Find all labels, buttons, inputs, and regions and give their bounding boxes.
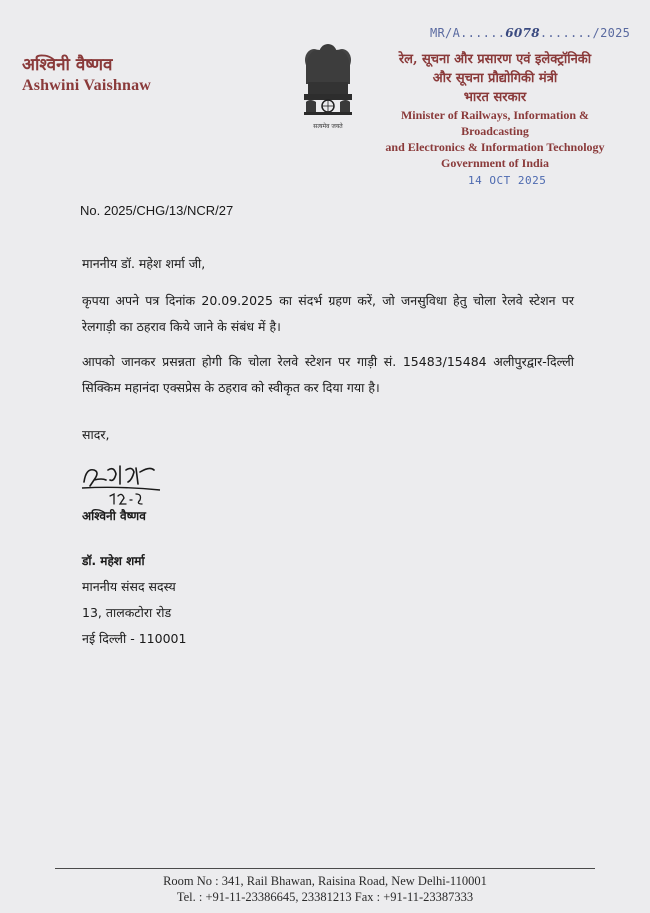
minister-name-hindi: अश्विनी वैष्णव — [22, 55, 113, 75]
addressee-address-line2: नई दिल्ली - 110001 — [82, 631, 187, 646]
national-emblem — [292, 38, 364, 138]
letter-reference-number: No. 2025/CHG/13/NCR/27 — [80, 203, 234, 218]
closing: सादर, — [82, 427, 110, 442]
ministry-hindi-line1: रेल, सूचना और प्रसारण एवं इलेक्ट्रॉनिकी — [398, 52, 592, 67]
ministry-hindi-line2: और सूचना प्रौद्योगिकी मंत्री — [432, 71, 558, 86]
letterhead-ministry-block — [370, 50, 620, 171]
signer-name: अश्विनी वैष्णव — [82, 509, 146, 523]
date-stamp: 14 OCT 2025 — [468, 174, 547, 187]
reference-stamp-prefix: MR/A — [430, 26, 461, 40]
letterhead-name-block — [22, 55, 151, 97]
ministry-english-line2: and Electronics & Information Technology — [385, 140, 605, 154]
minister-name-english: Ashwini Vaishnaw — [22, 77, 152, 94]
lion-capital-icon — [292, 38, 364, 126]
footer-contact: Tel. : +91-11-23386645, 23381213 Fax : +91-11-23387333 — [176, 890, 474, 904]
addressee-block — [82, 548, 186, 652]
addressee-name: डॉ. महेश शर्मा — [82, 554, 145, 568]
handwritten-signature — [80, 460, 170, 508]
addressee-designation: माननीय संसद सदस्य — [82, 579, 176, 594]
footer-address: Room No : 341, Rail Bhawan, Raisina Road, New Delhi-110001 — [163, 874, 487, 888]
reference-stamp-number: 6078 — [505, 26, 540, 40]
reference-stamp — [430, 26, 630, 40]
emblem-motto: सत्यमेव जयते — [313, 123, 343, 130]
ministry-hindi-line3: भारत सरकार — [463, 90, 527, 105]
ministry-english-line1: Minister of Railways, Information & Broadcasting — [400, 108, 590, 138]
body-paragraph-2: आपको जानकर प्रसन्नता होगी कि चोला रेलवे स्टेशन पर गाड़ी सं. 15483/15484 अलीपुरद्वार-दिल्ली सिक्किम महानंदा एक्सप्रेस के ठहराव को स्वीकृत कर दिया गया है। — [82, 354, 574, 395]
salutation: माननीय डॉ. महेश शर्मा जी, — [82, 256, 206, 271]
body-paragraph-1: कृपया अपने पत्र दिनांक 20.09.2025 का संदर्भ ग्रहण करें, जो जनसुविधा हेतु चोला रेलवे स्टेशन पर रेलगाड़ी का ठहराव किये जाने के संबंध में है। — [82, 293, 574, 334]
footer-divider — [55, 868, 595, 869]
addressee-address-line1: 13, तालकटोरा रोड — [82, 605, 172, 620]
reference-stamp-suffix: ......./2025 — [539, 26, 631, 40]
ministry-english-line3: Government of India — [441, 156, 549, 170]
footer — [0, 873, 650, 905]
reference-stamp-dots: ...... — [460, 26, 506, 40]
